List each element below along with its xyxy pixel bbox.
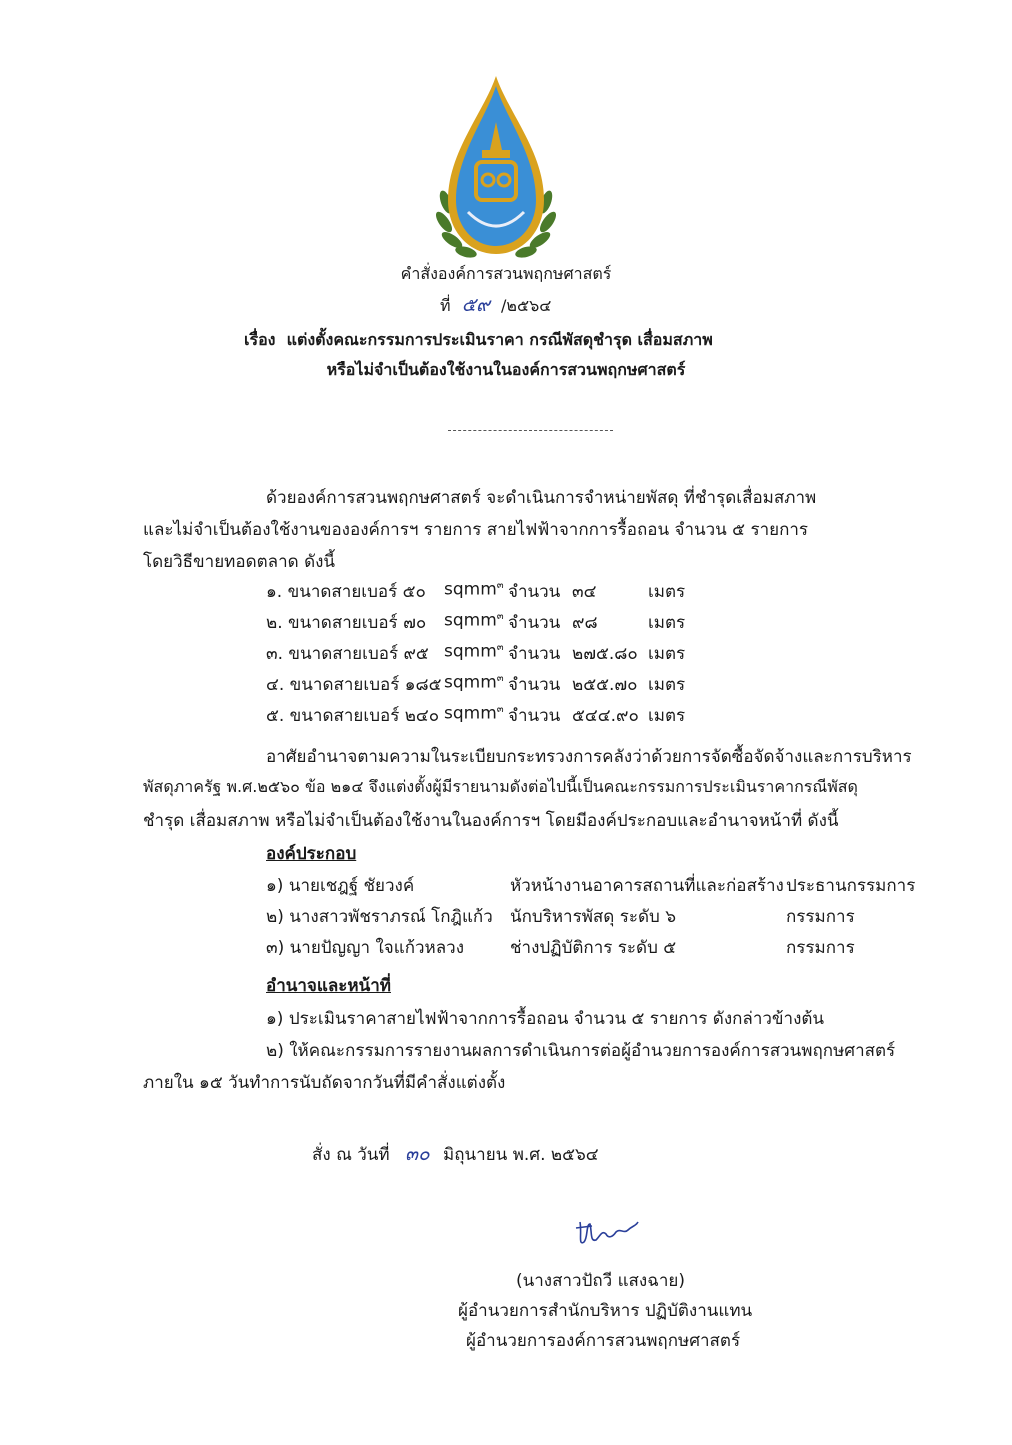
- member-position: ช่างปฏิบัติการ ระดับ ๕: [510, 938, 677, 958]
- item-qty-label: จำนวน: [508, 613, 561, 633]
- order-date-rest: มิถุนายน พ.ศ. ๒๕๖๔: [443, 1145, 599, 1165]
- item-qty-label: จำนวน: [508, 582, 561, 602]
- item-unit-sup: ๓: [496, 580, 504, 591]
- item-qty-label: จำนวน: [508, 675, 561, 695]
- order-date-prefix: สั่ง ณ วันที่: [312, 1145, 390, 1165]
- subject-text-1: แต่งตั้งคณะกรรมการประเมินราคา กรณีพัสดุชำรุด เสื่อมสภาพ: [286, 330, 713, 349]
- item-measure: เมตร: [648, 613, 686, 633]
- order-title: คำสั่งองค์การสวนพฤกษศาสตร์: [400, 264, 612, 283]
- intro-line-2: และไม่จำเป็นต้องใช้งานขององค์การฯ รายการ สายไฟฟ้าจากการรื้อถอน จำนวน ๕ รายการ: [143, 520, 809, 540]
- subject-label: เรื่อง: [244, 330, 276, 349]
- item-qty: ๒๗๕.๘๐: [572, 644, 638, 664]
- item-measure: เมตร: [648, 582, 686, 602]
- order-number: [440, 290, 551, 320]
- composition-heading: องค์ประกอบ: [266, 844, 357, 864]
- list-item: [266, 702, 686, 729]
- list-item: [266, 609, 686, 636]
- order-date-day-handwritten: ๓๐: [405, 1143, 430, 1165]
- list-item: [266, 640, 686, 667]
- member-position: หัวหน้างานอาคารสถานที่และก่อสร้าง: [510, 876, 784, 896]
- intro-line-3: โดยวิธีขายทอดตลาด ดังนี้: [143, 552, 336, 572]
- handwritten-signature: [572, 1212, 642, 1252]
- item-qty-label: จำนวน: [508, 706, 561, 726]
- signatory-title-1: ผู้อำนวยการสำนักบริหาร ปฏิบัติงานแทน: [458, 1301, 753, 1321]
- item-measure: เมตร: [648, 644, 686, 664]
- member-role: กรรมการ: [786, 907, 855, 927]
- item-label: ๕. ขนาดสายเบอร์ ๒๔๐: [266, 706, 440, 726]
- item-label: ๓. ขนาดสายเบอร์ ๙๕: [266, 644, 429, 664]
- item-unit-sup: ๓: [496, 611, 504, 622]
- item-qty: ๙๘: [572, 613, 598, 633]
- authority-line-3: ชำรุด เสื่อมสภาพ หรือไม่จำเป็นต้องใช้งานในองค์การฯ โดยมีองค์ประกอบและอำนาจหน้าที่ ดังนี้: [143, 811, 839, 831]
- intro-line-1: ด้วยองค์การสวนพฤกษศาสตร์ จะดำเนินการจำหน่ายพัสดุ ที่ชำรุดเสื่อมสภาพ: [266, 488, 817, 508]
- item-qty: ๕๔๔.๙๐: [572, 706, 639, 726]
- item-unit: sqmm: [444, 610, 497, 631]
- member-row: [266, 872, 916, 899]
- header-divider: [448, 430, 613, 431]
- list-item: [266, 578, 686, 605]
- member-row: [266, 934, 855, 961]
- item-unit-sup: ๓: [496, 673, 504, 684]
- item-measure: เมตร: [648, 706, 686, 726]
- member-role: ประธานกรรมการ: [786, 876, 916, 896]
- item-label: ๑. ขนาดสายเบอร์ ๕๐: [266, 582, 426, 602]
- item-unit-sup: ๓: [496, 642, 504, 653]
- organization-seal-logo: [436, 72, 556, 262]
- item-qty-label: จำนวน: [508, 644, 561, 664]
- item-measure: เมตร: [648, 675, 686, 695]
- list-item: [266, 671, 686, 698]
- duty-item-2-line-1: ๒) ให้คณะกรรมการรายงานผลการดำเนินการต่อผู้อำนวยการองค์การสวนพฤกษศาสตร์: [266, 1041, 896, 1061]
- order-date: [312, 1139, 599, 1169]
- subject-line-1: [244, 328, 713, 353]
- member-name: ๓) นายปัญญา ใจแก้วหลวง: [266, 938, 465, 958]
- item-qty: ๓๔: [572, 582, 597, 602]
- item-unit: sqmm: [444, 641, 497, 662]
- member-name: ๒) นางสาวพัชราภรณ์ โกฎิแก้ว: [266, 907, 493, 927]
- member-role: กรรมการ: [786, 938, 855, 958]
- signatory-title-2: ผู้อำนวยการองค์การสวนพฤกษศาสตร์: [466, 1331, 741, 1351]
- order-number-handwritten: ๕๙: [461, 294, 490, 316]
- member-name: ๑) นายเชฎฐ์ ชัยวงค์: [266, 876, 415, 896]
- member-row: [266, 903, 855, 930]
- item-qty: ๒๕๕.๗๐: [572, 675, 638, 695]
- signatory-name: (นางสาวปัถวี แสงฉาย): [516, 1271, 685, 1291]
- duty-item-1: ๑) ประเมินราคาสายไฟฟ้าจากการรื้อถอน จำนวน ๕ รายการ ดังกล่าวข้างต้น: [266, 1009, 825, 1029]
- order-number-prefix: ที่: [440, 296, 451, 315]
- member-position: นักบริหารพัสดุ ระดับ ๖: [510, 907, 677, 927]
- item-label: ๒. ขนาดสายเบอร์ ๗๐: [266, 613, 427, 633]
- item-unit: sqmm: [444, 672, 497, 693]
- item-unit: sqmm: [444, 579, 497, 600]
- order-number-suffix: /๒๕๖๔: [501, 296, 552, 315]
- authority-line-2: พัสดุภาครัฐ พ.ศ.๒๕๖๐ ข้อ ๒๑๔ จึงแต่งตั้งผู้มีรายนามดังต่อไปนี้เป็นคณะกรรมการประเมินราคากรณีพัสดุ: [143, 777, 858, 796]
- item-label: ๔. ขนาดสายเบอร์ ๑๘๕: [266, 675, 442, 695]
- subject-line-2: หรือไม่จำเป็นต้องใช้งานในองค์การสวนพฤกษศาสตร์: [326, 360, 686, 379]
- duty-item-2-line-2: ภายใน ๑๕ วันทำการนับถัดจากวันที่มีคำสั่งแต่งตั้ง: [143, 1073, 506, 1093]
- authority-line-1: อาศัยอำนาจตามความในระเบียบกระทรวงการคลังว่าด้วยการจัดซื้อจัดจ้างและการบริหาร: [266, 747, 912, 767]
- item-unit-sup: ๓: [496, 704, 504, 715]
- duties-heading: อำนาจและหน้าที่: [266, 976, 391, 996]
- item-unit: sqmm: [444, 703, 497, 724]
